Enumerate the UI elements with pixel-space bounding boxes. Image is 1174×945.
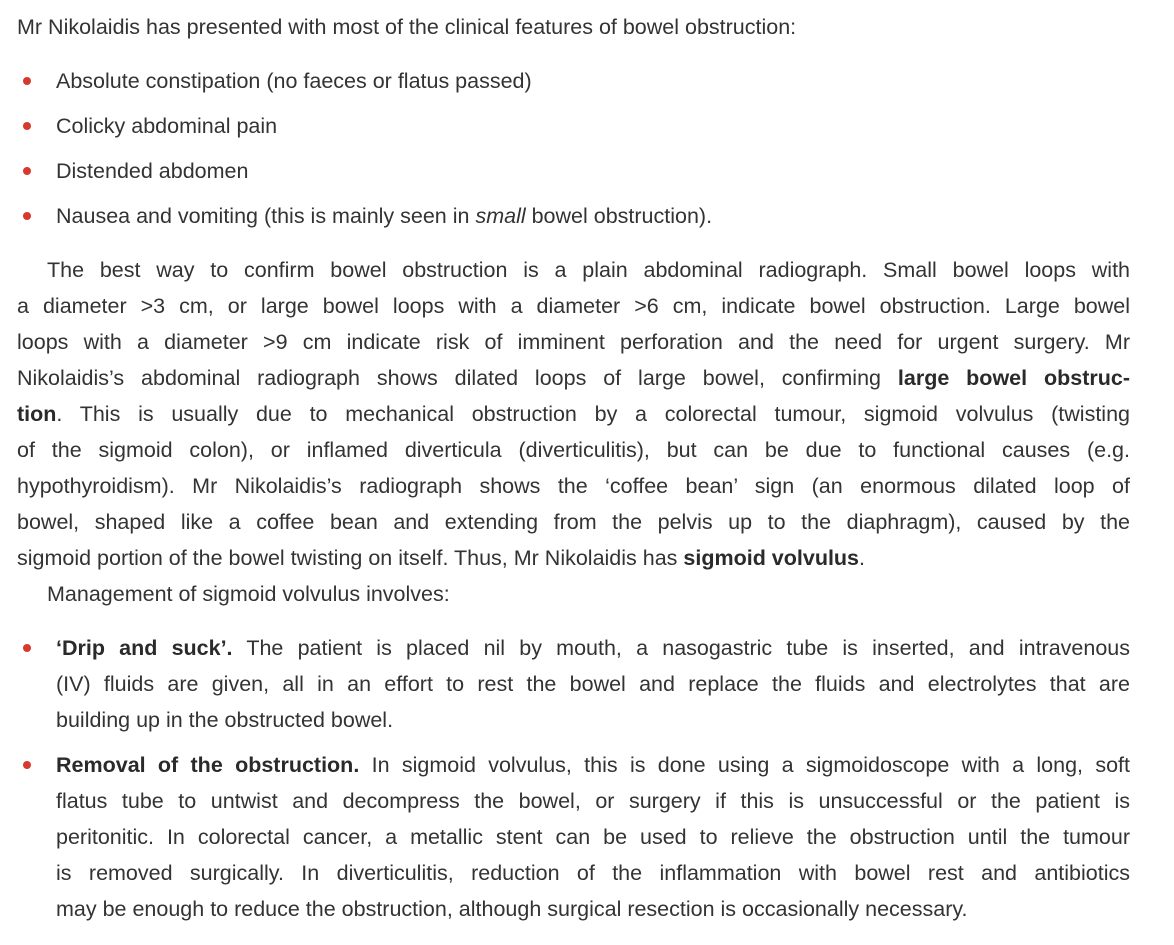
text-span: Nausea and vomiting (this is mainly seen in <box>56 204 476 228</box>
bold-text: large bowel obstruc- <box>897 366 1130 390</box>
text-line <box>56 108 1130 144</box>
text-line <box>56 747 1130 783</box>
bullet-icon <box>23 167 31 175</box>
text-span: . This is usually due to mechanical obstruction by a colorectal tumour, sigmoid volvulus (twisting <box>56 402 1130 426</box>
bold-text: Removal of the obstruction. <box>56 753 360 777</box>
text-line <box>56 783 1130 819</box>
text-span: flatus tube to untwist and decompress the bowel, or surgery if this is unsuccessful or the patient is <box>56 789 1130 813</box>
text-span: hypothyroidism). Mr Nikolaidis’s radiograph shows the ‘coffee bean’ sign (an enormous dilated loop of <box>17 474 1130 498</box>
bold-text: ‘Drip and suck’. <box>56 636 233 660</box>
text-span: may be enough to reduce the obstruction, although surgical resection is occasionally necessary. <box>56 897 968 921</box>
bullet-icon <box>23 644 31 652</box>
text-span: Mr Nikolaidis has presented with most of the clinical features of bowel obstruction: <box>17 15 797 39</box>
text-span: sigmoid portion of the bowel twisting on itself. Thus, Mr Nikolaidis has <box>17 546 684 570</box>
text-span: The best way to confirm bowel obstruction is a plain abdominal radiograph. Small bowel loops with <box>47 258 1130 282</box>
text-span: Absolute constipation (no faeces or flatus passed) <box>56 69 532 93</box>
list-item <box>17 630 1130 738</box>
text-line <box>17 9 1130 45</box>
diagnosis-paragraph <box>17 252 1130 576</box>
text-line <box>17 252 1130 288</box>
text-span: is removed surgically. In diverticulitis, reduction of the inflammation with bowel rest and antibiotics <box>56 861 1130 885</box>
text-span: building up in the obstructed bowel. <box>56 708 394 732</box>
text-line <box>17 540 1130 576</box>
text-line <box>56 153 1130 189</box>
italic-text: small <box>475 204 526 228</box>
text-span: . <box>859 546 866 570</box>
intro-paragraph <box>17 9 1130 45</box>
text-span: peritonitic. In colorectal cancer, a metallic stent can be used to relieve the obstruction until the tumour <box>56 825 1130 849</box>
text-line <box>17 360 1130 396</box>
text-line <box>17 504 1130 540</box>
text-line <box>56 666 1130 702</box>
text-line <box>17 432 1130 468</box>
text-line <box>56 702 1130 738</box>
text-line <box>17 468 1130 504</box>
text-span: bowel, shaped like a coffee bean and extending from the pelvis up to the diaphragm), caused by the <box>17 510 1130 534</box>
text-span: Management of sigmoid volvulus involves: <box>47 582 450 606</box>
text-line <box>56 891 1130 927</box>
bold-text: sigmoid volvulus <box>683 546 860 570</box>
text-line <box>56 630 1130 666</box>
text-span: (IV) fluids are given, all in an effort to rest the bowel and replace the fluids and electrolytes that are <box>56 672 1130 696</box>
text-span: Colicky abdominal pain <box>56 114 278 138</box>
text-line <box>56 855 1130 891</box>
text-span: a diameter >3 cm, or large bowel loops with a diameter >6 cm, indicate bowel obstruction. Large bowel <box>17 294 1130 318</box>
text-line <box>17 288 1130 324</box>
bullet-icon <box>23 761 31 769</box>
bullet-icon <box>23 77 31 85</box>
text-span: of the sigmoid colon), or inflamed diverticula (diverticulitis), but can be due to functional causes (e.g. <box>17 438 1130 462</box>
management-intro <box>17 576 1130 612</box>
text-span: Distended abdomen <box>56 159 249 183</box>
list-item <box>17 198 1130 234</box>
text-span: In sigmoid volvulus, this is done using a sigmoidoscope with a long, soft <box>359 753 1130 777</box>
text-line <box>56 819 1130 855</box>
bold-text: tion <box>17 402 57 426</box>
bullet-icon <box>23 212 31 220</box>
text-line <box>17 396 1130 432</box>
text-span: The patient is placed nil by mouth, a nasogastric tube is inserted, and intravenous <box>232 636 1130 660</box>
text-span: Nikolaidis’s abdominal radiograph shows dilated loops of large bowel, confirming <box>17 366 898 390</box>
text-span: bowel obstruction). <box>525 204 713 228</box>
text-line <box>17 576 1130 612</box>
list-item <box>17 108 1130 144</box>
text-span: loops with a diameter >9 cm indicate risk of imminent perforation and the need for urgent surgery. Mr <box>17 330 1130 354</box>
bullet-icon <box>23 122 31 130</box>
text-line <box>56 63 1130 99</box>
list-item <box>17 153 1130 189</box>
list-item <box>17 63 1130 99</box>
text-line <box>56 198 1130 234</box>
text-line <box>17 324 1130 360</box>
management-list <box>17 630 1130 927</box>
clinical-features-list <box>17 63 1130 234</box>
document <box>17 9 1130 945</box>
list-item <box>17 747 1130 927</box>
